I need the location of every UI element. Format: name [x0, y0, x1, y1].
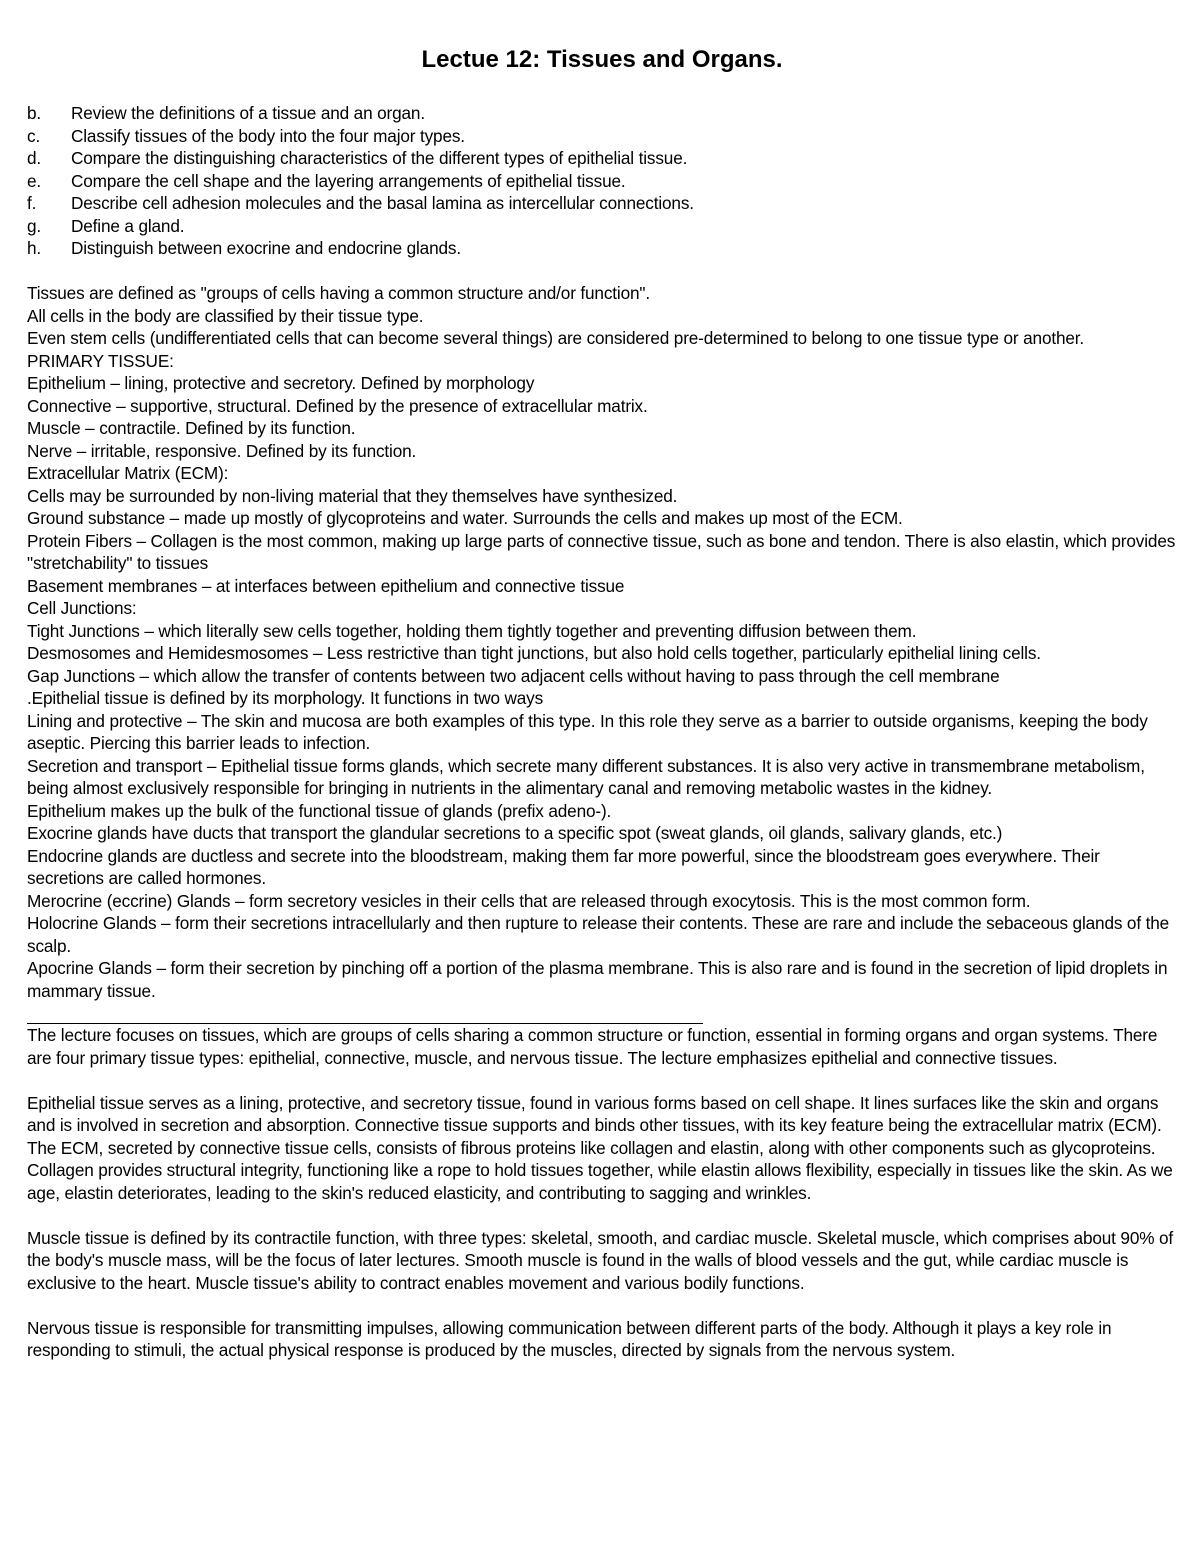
spacer: [27, 1294, 1177, 1317]
note-line: Nerve – irritable, responsive. Defined by its function.: [27, 440, 417, 461]
note-line: Apocrine Glands – form their secretion by pinching off a portion of the plasma membrane. This is also rare and is found in the secretion of lipid droplets in mammary tissue.: [27, 958, 1168, 1001]
objective-letter: f.: [27, 193, 37, 213]
note-line: Even stem cells (undifferentiated cells that can become several things) are considered pre-determined to belong to one tissue type or another.: [27, 328, 1085, 348]
summary-paragraph: The lecture focuses on tissues, which are groups of cells sharing a common structure or function, essential in forming organs and organ systems. There are four primary tissue types: epithelial, connective, muscle, and nervous tissue. The lecture emphasizes epithelial and connective tissues.: [27, 1025, 1158, 1068]
note-line: Basement membranes – at interfaces between epithelium and connective tissue: [27, 575, 625, 596]
objective-item: [27, 125, 1177, 148]
objective-item: [27, 147, 1177, 170]
note-heading: Cell Junctions:: [27, 598, 137, 618]
note-line: Tight Junctions – which literally sew cells together, holding them tightly together and preventing diffusion between them.: [27, 620, 917, 641]
note-line: Desmosomes and Hemidesmosomes – Less restrictive than tight junctions, but also hold cells together, particularly epithelial lining cells.: [27, 643, 1041, 663]
summary-section: [27, 1024, 1177, 1362]
objective-letter: b.: [27, 103, 42, 123]
note-line: Gap Junctions – which allow the transfer of contents between two adjacent cells without having to pass through the cell membrane: [27, 665, 1000, 686]
summary-paragraph: Nervous tissue is responsible for transmitting impulses, allowing communication between different parts of the body. Although it plays a key role in responding to stimuli, the actual physical response is produced by the muscles, directed by signals from the nervous system.: [27, 1317, 1112, 1360]
note-line: Exocrine glands have ducts that transport the glandular secretions to a specific spot (sweat glands, oil glands, salivary glands, etc.): [27, 823, 1003, 843]
objective-item: [27, 102, 1177, 125]
objective-text: Classify tissues of the body into the four major types.: [71, 125, 465, 146]
note-line: All cells in the body are classified by their tissue type.: [27, 305, 424, 326]
note-line: Tissues are defined as "groups of cells having a common structure and/or function".: [27, 283, 650, 303]
objective-text: Compare the distinguishing characteristics of the different types of epithelial tissue.: [71, 148, 688, 168]
note-line: Merocrine (eccrine) Glands – form secretory vesicles in their cells that are released through exocytosis. This is the most common form.: [27, 890, 1031, 911]
objective-item: [27, 192, 1177, 215]
note-heading: Extracellular Matrix (ECM):: [27, 463, 229, 483]
document-body: [27, 102, 1177, 1362]
document-page: [27, 40, 1177, 1362]
note-line: Ground substance – made up mostly of glycoproteins and water. Surrounds the cells and makes up most of the ECM.: [27, 508, 903, 528]
notes-section: [27, 282, 1177, 1002]
objective-letter: h.: [27, 238, 42, 258]
objective-letter: e.: [27, 170, 42, 191]
note-line: Secretion and transport – Epithelial tissue forms glands, which secrete many different substances. It is also very active in transmembrane metabolism, being almost exclusively responsible for bringing in nutrients in the alimentary canal and removing metabolic wastes in the kidney.: [27, 755, 1145, 798]
objectives-list: [27, 102, 1177, 260]
summary-paragraph: Epithelial tissue serves as a lining, protective, and secretory tissue, found in various forms based on cell shape. It lines surfaces like the skin and organs and is involved in secretion and absorption. Connective tissue supports and binds other tissues, with its key feature being the extracellular matrix (ECM). The ECM, secreted by connective tissue cells, consists of fibrous proteins like collagen and elastin, along with other components such as glycoproteins. Collagen provides structural integrity, functioning like a rope to hold tissues together, while elastin allows flexibility, especially in tissues like the skin. As we age, elastin deteriorates, leading to the skin's reduced elasticity, and contributing to sagging and wrinkles.: [27, 1092, 1173, 1203]
objective-item: [27, 215, 1177, 238]
objective-letter: d.: [27, 148, 42, 168]
objective-item: [27, 170, 1177, 193]
note-line: Epithelium – lining, protective and secretory. Defined by morphology: [27, 373, 535, 393]
objective-text: Review the definitions of a tissue and an organ.: [71, 103, 425, 123]
objective-text: Define a gland.: [71, 215, 185, 236]
note-line: Protein Fibers – Collagen is the most common, making up large parts of connective tissue, such as bone and tendon. There is also elastin, which provides "stretchability" to tissues: [27, 530, 1176, 573]
note-line: Epithelium makes up the bulk of the functional tissue of glands (prefix adeno-).: [27, 800, 612, 821]
spacer: [27, 260, 1177, 283]
note-heading: PRIMARY TISSUE:: [27, 350, 174, 371]
note-line: Endocrine glands are ductless and secrete into the bloodstream, making them far more powerful, since the bloodstream goes everywhere. Their secretions are called hormones.: [27, 845, 1100, 888]
objective-item: [27, 237, 1177, 260]
note-line: Muscle – contractile. Defined by its function.: [27, 418, 356, 438]
objective-text: Distinguish between exocrine and endocrine glands.: [71, 238, 461, 258]
spacer: [27, 1204, 1177, 1227]
note-line: .Epithelial tissue is defined by its morphology. It functions in two ways: [27, 688, 544, 708]
note-line: Connective – supportive, structural. Defined by the presence of extracellular matrix.: [27, 395, 648, 416]
summary-paragraph: Muscle tissue is defined by its contractile function, with three types: skeletal, smooth, and cardiac muscle. Skeletal muscle, which comprises about 90% of the body's muscle mass, will be the focus of later lectures. Smooth muscle is found in the walls of blood vessels and the gut, while cardiac muscle is exclusive to the heart. Muscle tissue's ability to contract enables movement and various bodily functions.: [27, 1227, 1174, 1293]
note-line: Holocrine Glands – form their secretions intracellularly and then rupture to release their contents. These are rare and include the sebaceous glands of the scalp.: [27, 913, 1170, 956]
objective-letter: c.: [27, 125, 41, 146]
note-line: Lining and protective – The skin and mucosa are both examples of this type. In this role they serve as a barrier to outside organisms, keeping the body aseptic. Piercing this barrier leads to infection.: [27, 710, 1148, 753]
objective-letter: g.: [27, 215, 42, 236]
note-line: Cells may be surrounded by non-living material that they themselves have synthesized.: [27, 485, 678, 506]
spacer: [27, 1069, 1177, 1092]
objective-text: Describe cell adhesion molecules and the basal lamina as intercellular connections.: [71, 193, 694, 213]
document-title: Lectue 12: Tissues and Organs.: [421, 46, 783, 73]
objective-text: Compare the cell shape and the layering arrangements of epithelial tissue.: [71, 170, 626, 191]
